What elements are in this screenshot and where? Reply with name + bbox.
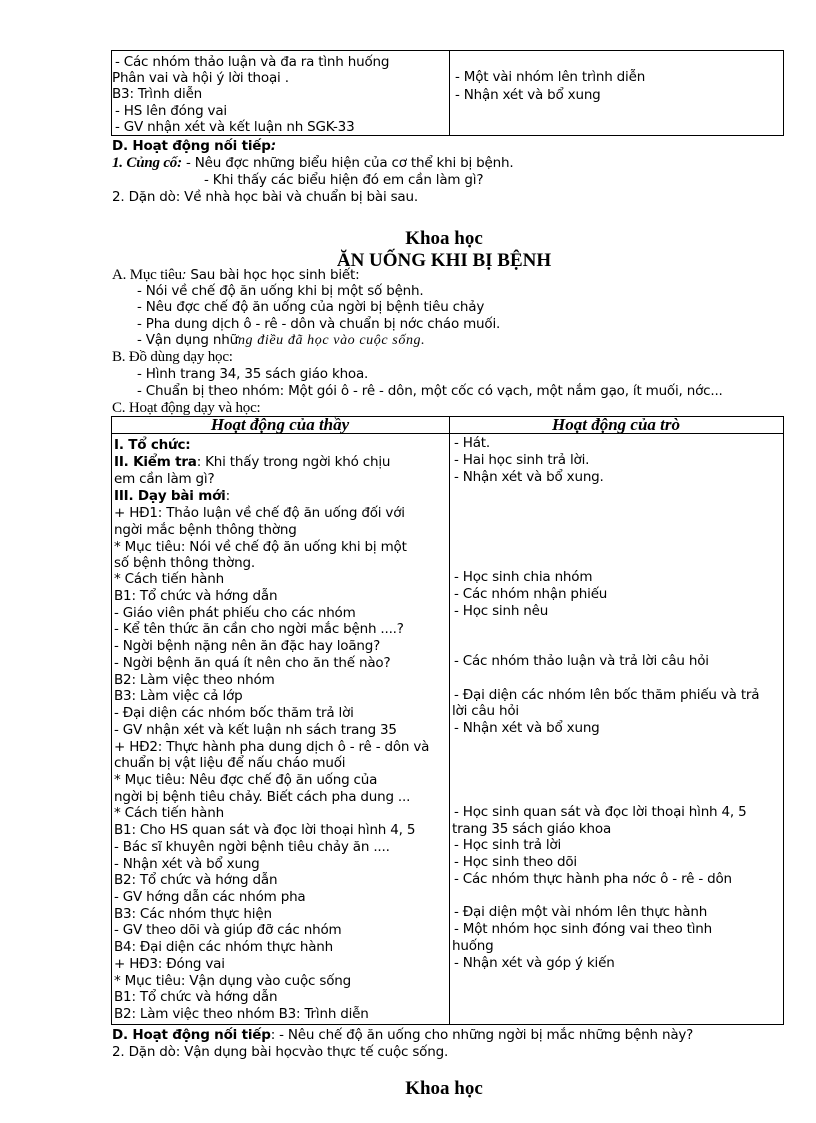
teacher-line: * Mục tiêu: Nói về chế độ ăn uống khi bị một	[114, 539, 407, 555]
hoat-dong-heading: C. Hoạt động dạy và học:	[112, 400, 261, 416]
student-line: - Nhận xét và góp ý kiến	[454, 955, 615, 971]
student-line: - Học sinh theo dõi	[454, 854, 577, 870]
student-line: - Hát.	[454, 435, 490, 451]
table-border-right	[783, 416, 784, 1024]
table-border-bottom	[111, 1024, 784, 1025]
student-line: - Các nhóm thực hành pha nớc ô - rê - dôn	[454, 871, 732, 887]
teacher-line: - GV nhận xét và kết luận nh sách trang 35	[114, 722, 397, 738]
teacher-line: B2: Tổ chức và hớng dẫn	[114, 872, 278, 888]
student-line: - Một nhóm học sinh đóng vai theo tình	[454, 921, 712, 937]
teacher-line: B2: Làm việc theo nhóm	[114, 672, 275, 688]
teacher-line: III. Dạy bài mới:	[114, 488, 230, 504]
teacher-line: * Cách tiến hành	[114, 571, 224, 587]
cung-co-line: 1. Củng cố: - Nêu đợc những biểu hiện của cơ thể khi bị bệnh.	[112, 155, 514, 171]
student-line: - Các nhóm nhận phiếu	[454, 586, 608, 602]
teacher-line: * Cách tiến hành	[114, 805, 224, 821]
teacher-line: - Đại diện các nhóm bốc thăm trả lời	[114, 705, 354, 721]
student-line: - Nhận xét và bổ xung.	[454, 469, 604, 485]
teacher-line: - Ngời bệnh nặng nên ăn đặc hay loãng?	[114, 638, 381, 654]
teacher-line: B1: Tổ chức và hớng dẫn	[114, 989, 278, 1005]
student-line: lời câu hỏi	[452, 703, 519, 719]
teacher-line: + HĐ3: Đóng vai	[114, 956, 225, 972]
teacher-line: - Kể tên thức ăn cần cho ngời mắc bệnh ....?	[114, 621, 404, 637]
table-cell-text: - HS lên đóng vai	[115, 103, 227, 119]
teacher-line: B4: Đại diện các nhóm thực hành	[114, 939, 334, 955]
teacher-line: * Mục tiêu: Nêu đợc chế độ ăn uống của	[114, 772, 378, 788]
teacher-line: số bệnh thông thờng.	[114, 555, 255, 571]
student-line: huống	[452, 938, 494, 954]
muc-tieu-heading: A. Mục tiêu: Sau bài học học sinh biết:	[112, 267, 360, 283]
student-line: - Học sinh quan sát và đọc lời thoại hình 4, 5	[454, 804, 747, 820]
do-dung-item: - Hình trang 34, 35 sách giáo khoa.	[137, 366, 369, 382]
teacher-line: B3: Các nhóm thực hiện	[114, 906, 272, 922]
table-header-teacher: Hoạt động của thầy	[210, 415, 350, 434]
dan-do-line: 2. Dặn dò: Vận dụng bài họcvào thực tế cuộc sống.	[112, 1044, 449, 1060]
table-cell-text: B3: Trình diễn	[112, 86, 203, 102]
section-heading: D. Hoạt động nối tiếp:	[112, 138, 276, 154]
table-cell-text: - Một vài nhóm lên trình diễn	[455, 69, 646, 85]
student-line: trang 35 sách giáo khoa	[452, 821, 612, 837]
teacher-line: + HĐ2: Thực hành pha dung dịch ô - rê - dôn và	[114, 739, 430, 755]
teacher-line: + HĐ1: Thảo luận về chế độ ăn uống đối với	[114, 505, 405, 521]
table-border-left	[111, 416, 112, 1024]
teacher-line: ngời bị bệnh tiêu chảy. Biết cách pha dung ...	[114, 789, 411, 805]
teacher-line: - Ngời bệnh ăn quá ít nên cho ăn thế nào?	[114, 655, 391, 671]
teacher-line: B1: Cho HS quan sát và đọc lời thoại hình 4, 5	[114, 822, 416, 838]
teacher-line: ngời mắc bệnh thông thờng	[114, 522, 297, 538]
muc-tieu-item: - Nêu đợc chế độ ăn uống của ngời bị bệnh tiêu chảy	[137, 299, 485, 315]
student-line: - Học sinh nêu	[454, 603, 549, 619]
muc-tieu-item: - Nói về chế độ ăn uống khi bị một số bệnh.	[137, 283, 424, 299]
footer-subject-title: Khoa học	[405, 1078, 483, 1099]
teacher-line: - GV hớng dẫn các nhóm pha	[114, 889, 306, 905]
do-dung-heading: B. Đồ dùng dạy học:	[112, 349, 233, 365]
lesson-title: ĂN UỐNG KHI BỊ BỆNH	[336, 250, 552, 271]
table-border-bottom	[111, 135, 784, 136]
subject-title: Khoa học	[405, 228, 483, 249]
teacher-line: B2: Làm việc theo nhóm B3: Trình diễn	[114, 1006, 369, 1022]
student-line: - Đại diện các nhóm lên bốc thăm phiếu và trả	[454, 687, 760, 703]
teacher-line: - Nhận xét và bổ xung	[114, 856, 260, 872]
muc-tieu-item: - Vận dụng những điều đã học vào cuộc sống.	[137, 332, 426, 348]
teacher-line: - GV theo dõi và giúp đỡ các nhóm	[114, 922, 342, 938]
student-line: - Học sinh chia nhóm	[454, 569, 593, 585]
table-cell-text: - Nhận xét và bổ xung	[455, 87, 601, 103]
dan-do-line: 2. Dặn dò: Về nhà học bài và chuẩn bị bài sau.	[112, 189, 418, 205]
muc-tieu-item: - Pha dung dịch ô - rê - dôn và chuẩn bị nớc cháo muối.	[137, 316, 501, 332]
table-header-student: Hoạt động của trò	[552, 415, 680, 434]
table-cell-text: - GV nhận xét và kết luận nh SGK-33	[115, 119, 355, 135]
teacher-line: B3: Làm việc cả lớp	[114, 688, 243, 704]
teacher-line: B1: Tổ chức và hớng dẫn	[114, 588, 278, 604]
table-cell-text: - Các nhóm thảo luận và đa ra tình huống	[115, 54, 390, 70]
student-line: - Đại diện một vài nhóm lên thực hành	[454, 904, 708, 920]
teacher-line: - Giáo viên phát phiếu cho các nhóm	[114, 605, 356, 621]
cung-co-line-2: - Khi thấy các biểu hiện đó em cần làm gì?	[204, 172, 484, 188]
teacher-line: - Bác sĩ khuyên ngời bệnh tiêu chảy ăn ....	[114, 839, 390, 855]
table-border-top	[111, 50, 784, 51]
teacher-line: I. Tổ chức:	[114, 437, 191, 453]
teacher-line: * Mục tiêu: Vận dụng vào cuộc sống	[114, 973, 351, 989]
do-dung-item: - Chuẩn bị theo nhóm: Một gói ô - rê - dôn, một cốc có vạch, một nắm gạo, ít muối, nớc...	[137, 383, 723, 399]
student-line: - Hai học sinh trả lời.	[454, 452, 590, 468]
table-border-right	[783, 50, 784, 135]
teacher-line: chuẩn bị vật liệu để nấu cháo muối	[114, 755, 346, 771]
teacher-line: em cần làm gì?	[114, 471, 215, 487]
table-column-divider	[449, 50, 450, 135]
student-line: - Các nhóm thảo luận và trả lời câu hỏi	[454, 653, 709, 669]
teacher-line: II. Kiểm tra: Khi thấy trong ngời khó chịu	[114, 454, 391, 470]
section-heading: D. Hoạt động nối tiếp: - Nêu chế độ ăn uống cho những ngời bị mắc những bệnh này?	[112, 1027, 694, 1043]
student-line: - Học sinh trả lời	[454, 837, 562, 853]
student-line: - Nhận xét và bổ xung	[454, 720, 600, 736]
table-cell-text: Phân vai và hội ý lời thoại .	[112, 70, 289, 86]
table-column-divider	[449, 416, 450, 1024]
